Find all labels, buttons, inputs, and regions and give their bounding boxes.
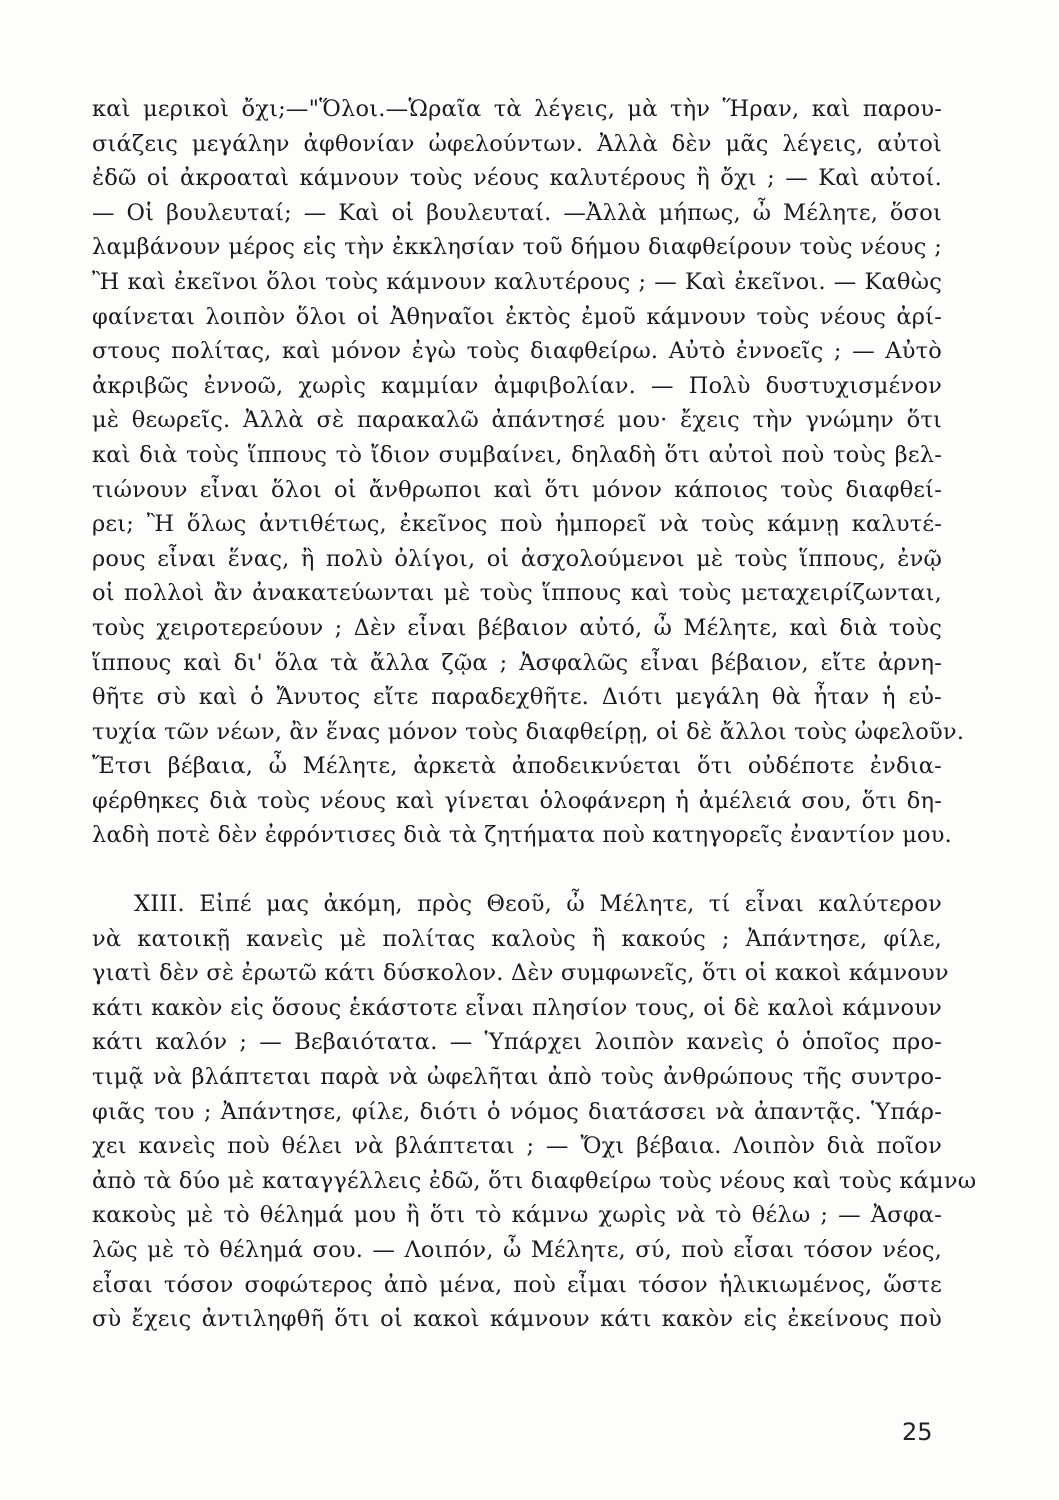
text-line: νὰ κατοικῇ κανεὶς μὲ πολίτας καλοὺς ἢ κακούς ; Ἀπάντησε, φίλε, bbox=[92, 925, 942, 952]
text-line: ρει; Ἢ ὅλως ἀντιθέτως, ἐκεῖνος ποὺ ἠμπορεῖ νὰ τοὺς κάμνῃ καλυτέ- bbox=[92, 511, 942, 538]
text-line: σὺ ἔχεις ἀντιληφθῆ ὅτι οἱ κακοὶ κάμνουν κάτι κακὸν εἰς ἐκείνους ποὺ bbox=[92, 1306, 942, 1333]
text-line: κακοὺς μὲ τὸ θέλημά μου ἢ ὅτι τὸ κάμνω χωρὶς νὰ τὸ θέλω ; — Ἀσφα- bbox=[92, 1202, 942, 1229]
text-line: — Οἱ βουλευταί; — Καὶ οἱ βουλευταί. —Ἀλλὰ μήπως, ὦ Μέλητε, ὅσοι bbox=[92, 199, 942, 226]
text-line: φέρθηκες διὰ τοὺς νέους καὶ γίνεται ὁλοφάνερη ἡ ἀμέλειά σου, ὅτι δη- bbox=[92, 787, 942, 814]
text-line: ἀπὸ τὰ δύο μὲ καταγγέλλεις ἐδῶ, ὅτι διαφθείρω τοὺς νέους καὶ τοὺς κάμνω bbox=[92, 1167, 977, 1194]
text-line: λαδὴ ποτὲ δὲν ἐφρόντισες διὰ τὰ ζητήματα ποὺ κατηγορεῖς ἐναντίον μου. bbox=[92, 822, 952, 849]
text-line: σιάζεις μεγάλην ἀφθονίαν ὠφελούντων. Ἀλλὰ δὲν μᾶς λέγεις, αὐτοὶ bbox=[92, 130, 942, 157]
text-line: χει κανεὶς ποὺ θέλει νὰ βλάπτεται ; — Ὄχι βέβαια. Λοιπὸν διὰ ποῖον bbox=[92, 1133, 942, 1160]
text-line: ἵππους καὶ δι' ὅλα τὰ ἄλλα ζῷα ; Ἀσφαλῶς εἶναι βέβαιον, εἴτε ἀρνη- bbox=[92, 649, 942, 676]
text-line: λῶς μὲ τὸ θέλημά σου. — Λοιπόν, ὦ Μέλητε, σύ, ποὺ εἶσαι τόσον νέος, bbox=[92, 1237, 942, 1263]
text-line: θῆτε σὺ καὶ ὁ Ἄνυτος εἴτε παραδεχθῆτε. Διότι μεγάλη θὰ ἦταν ἡ εὐ- bbox=[92, 684, 942, 711]
body-text bbox=[92, 92, 977, 1337]
section-heading-line: XIII. Εἰπέ μας ἀκόμη, πρὸς Θεοῦ, ὦ Μέλητε, τί εἶναι καλύτερον bbox=[134, 891, 942, 918]
paragraph-gap bbox=[92, 853, 942, 887]
text-line: καὶ διὰ τοὺς ἵππους τὸ ἴδιον συμβαίνει, δηλαδὴ ὅτι αὐτοὶ ποὺ τοὺς βελ- bbox=[92, 441, 942, 468]
text-line: κάτι κακὸν εἰς ὅσους ἑκάστοτε εἶναι πλησίον τους, οἱ δὲ καλοὶ κάμνουν bbox=[92, 994, 942, 1021]
text-line: φαίνεται λοιπὸν ὅλοι οἱ Ἀθηναῖοι ἐκτὸς ἐμοῦ κάμνουν τοὺς νέους ἀρί- bbox=[92, 303, 942, 330]
text-line: ἐδῶ οἱ ἀκροαταὶ κάμνουν τοὺς νέους καλυτέρους ἢ ὄχι ; — Καὶ αὐτοί. bbox=[92, 165, 942, 192]
text-line: κάτι καλόν ; — Βεβαιότατα. — Ὑπάρχει λοιπὸν κανεὶς ὁ ὁποῖος προ- bbox=[92, 1029, 942, 1056]
text-line: Ἔτσι βέβαια, ὦ Μέλητε, ἀρκετὰ ἀποδεικνύεται ὅτι οὐδέποτε ἐνδια- bbox=[92, 753, 942, 780]
text-line: ἀκριβῶς ἐννοῶ, χωρὶς καμμίαν ἀμφιβολίαν. — Πολὺ δυστυχισμένον bbox=[92, 372, 942, 399]
text-line: Ἢ καὶ ἐκεῖνοι ὅλοι τοὺς κάμνουν καλυτέρους ; — Καὶ ἐκεῖνοι. — Καθὼς bbox=[92, 268, 942, 295]
text-line: εἶσαι τόσον σοφώτερος ἀπὸ μένα, ποὺ εἶμαι τόσον ἡλικιωμένος, ὥστε bbox=[92, 1271, 942, 1298]
text-line: λαμβάνουν μέρος εἰς τὴν ἐκκλησίαν τοῦ δήμου διαφθείρουν τοὺς νέους ; bbox=[92, 234, 942, 261]
text-line: οἱ πολλοὶ ἂν ἀνακατεύωνται μὲ τοὺς ἵππους καὶ τοὺς μεταχειρίζωνται, bbox=[92, 580, 942, 607]
paragraph-1 bbox=[92, 92, 965, 853]
text-line: τοὺς χειροτερεύουν ; Δὲν εἶναι βέβαιον αὐτό, ὦ Μέλητε, καὶ διὰ τοὺς bbox=[92, 614, 942, 641]
text-line: τιμᾷ νὰ βλάπτεται παρὰ νὰ ὠφελῆται ἀπὸ τοὺς ἀνθρώπους τῆς συντρο- bbox=[92, 1064, 942, 1091]
page-number: 25 bbox=[902, 1418, 933, 1446]
text-line: καὶ μερικοὶ ὄχι;—"Ὅλοι.—Ὡραῖα τὰ λέγεις, μὰ τὴν Ἥραν, καὶ παρου- bbox=[92, 96, 942, 122]
text-line: τιώνουν εἶναι ὅλοι οἱ ἄνθρωποι καὶ ὅτι μόνον κάποιος τοὺς διαφθεί- bbox=[92, 476, 942, 503]
text-line: στους πολίτας, καὶ μόνον ἐγὼ τοὺς διαφθείρω. Αὐτὸ ἐννοεῖς ; — Αὐτὸ bbox=[92, 338, 942, 365]
paragraph-2 bbox=[92, 887, 977, 1337]
text-line: μὲ θεωρεῖς. Ἀλλὰ σὲ παρακαλῶ ἀπάντησέ μου· ἔχεις τὴν γνώμην ὅτι bbox=[92, 407, 942, 434]
text-line: γιατὶ δὲν σὲ ἐρωτῶ κάτι δύσκολον. Δὲν συμφωνεῖς, ὅτι οἱ κακοὶ κάμνουν bbox=[92, 960, 949, 987]
text-line: ρους εἶναι ἕνας, ἢ πολὺ ὀλίγοι, οἱ ἀσχολούμενοι μὲ τοὺς ἵππους, ἐνῷ bbox=[92, 545, 942, 572]
text-line: τυχία τῶν νέων, ἂν ἕνας μόνον τοὺς διαφθείρῃ, οἱ δὲ ἄλλοι τοὺς ὠφελοῦν. bbox=[92, 718, 965, 745]
text-line: φιᾶς του ; Ἀπάντησε, φίλε, διότι ὁ νόμος διατάσσει νὰ ἀπαντᾷς. Ὑπάρ- bbox=[92, 1098, 942, 1125]
